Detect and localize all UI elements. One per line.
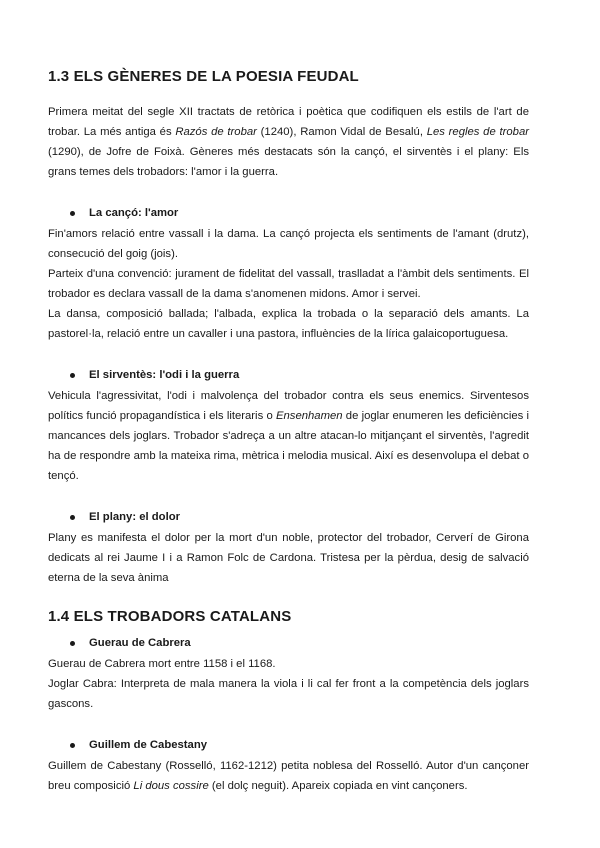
sirventes-text-2: de joglar enumeren les deficiències i mancances dels joglars. Trobador s'adreça a un altre atacan-lo mitjançant el sirventès, l'agredit ha de respondre amb la mateixa rima, mètrica i melodia musical. Així es desenvolupa el debat o tençó. xyxy=(48,410,530,482)
sirventes-paragraph xyxy=(48,386,529,486)
cabrera-paragraph-2: Joglar Cabra: Interpreta de mala manera la viola i li cal fer front a la competència dels joglars gascons. xyxy=(48,678,529,710)
bullet-dot-icon xyxy=(70,515,75,520)
section-title-1-3: 1.3 ELS GÈNERES DE LA POESIA FEUDAL xyxy=(48,68,359,85)
intro-italic-2: Les regles de trobar xyxy=(426,126,529,138)
cabestany-italic: Li dous cossire xyxy=(133,780,209,792)
canco-paragraph-3: La dansa, composició ballada; l'albada, explica la trobada o la separació dels amants. La pastorel·la, relació entre un cavaller i una pastora, influències de la lírica galaicoportuguesa. xyxy=(48,308,529,340)
heading-cabestany: Guillem de Cabestany xyxy=(89,739,208,751)
intro-italic-1: Razós de trobar xyxy=(175,126,257,138)
canco-paragraph-2: Parteix d'una convenció: jurament de fidelitat del vassall, traslladat a l'àmbit dels sentiments. El trobador es declara vassall de la dama s'anomenen midons. Amor i servei. xyxy=(48,268,529,300)
heading-canco: La cançó: l'amor xyxy=(89,207,179,219)
heading-cabrera: Guerau de Cabrera xyxy=(89,637,191,649)
bullet-heading-cabrera xyxy=(48,634,529,652)
intro-text-2: (1240), Ramon Vidal de Besalú, xyxy=(256,126,427,138)
heading-plany: El plany: el dolor xyxy=(89,511,181,523)
sirventes-italic: Ensenhamen xyxy=(275,410,343,422)
intro-paragraph xyxy=(48,102,529,182)
cabestany-text-2: (el dolç neguit). Apareix copiada en vint cançoners. xyxy=(208,780,468,792)
bullet-dot-icon xyxy=(70,211,75,216)
cabestany-text-1: Guillem de Cabestany (Rosselló, 1162-1212) petita noblesa del Rosselló. Autor d'un cançoner breu composició xyxy=(48,760,529,792)
bullet-dot-icon xyxy=(70,641,75,646)
sirventes-text-1: Vehicula l'agressivitat, l'odi i malvolença del trobador contra els seus enemics. Sirventesos polítics funció propagandística i els literaris o xyxy=(48,390,529,422)
section-title-1-4: 1.4 ELS TROBADORS CATALANS xyxy=(48,608,292,625)
bullet-heading-plany xyxy=(48,508,529,526)
intro-text-1: Primera meitat del segle XII tractats de retòrica i poètica que codifiquen els estils de l'art de trobar. La més antiga és xyxy=(48,106,529,138)
cabrera-paragraph-1: Guerau de Cabrera mort entre 1158 i el 1168. xyxy=(48,658,276,670)
plany-paragraph: Plany es manifesta el dolor per la mort d'un noble, protector del trobador, Cerverí de Girona dedicats al rei Jaume I i a Ramon Folc de Cardona. Tristesa per la pèrdua, desig de salvació eterna de la seva ànima xyxy=(48,532,529,584)
canco-paragraph-1: Fin'amors relació entre vassall i la dama. La cançó projecta els sentiments de l'amant (drutz), consecució del goig (jois). xyxy=(48,228,529,260)
bullet-heading-sirventes xyxy=(48,366,529,384)
document-content xyxy=(48,66,529,796)
heading-sirventes: El sirventès: l'odi i la guerra xyxy=(89,369,240,381)
bullet-dot-icon xyxy=(70,743,75,748)
bullet-dot-icon xyxy=(70,373,75,378)
bullet-heading-canco xyxy=(48,204,529,222)
intro-text-3: (1290), de Jofre de Foixà. Gèneres més destacats són la cançó, el sirventès i el plany: Els grans temes dels trobadors: l'amor i la guerra. xyxy=(48,146,529,178)
cabestany-paragraph xyxy=(48,756,529,796)
bullet-heading-cabestany xyxy=(48,736,529,754)
